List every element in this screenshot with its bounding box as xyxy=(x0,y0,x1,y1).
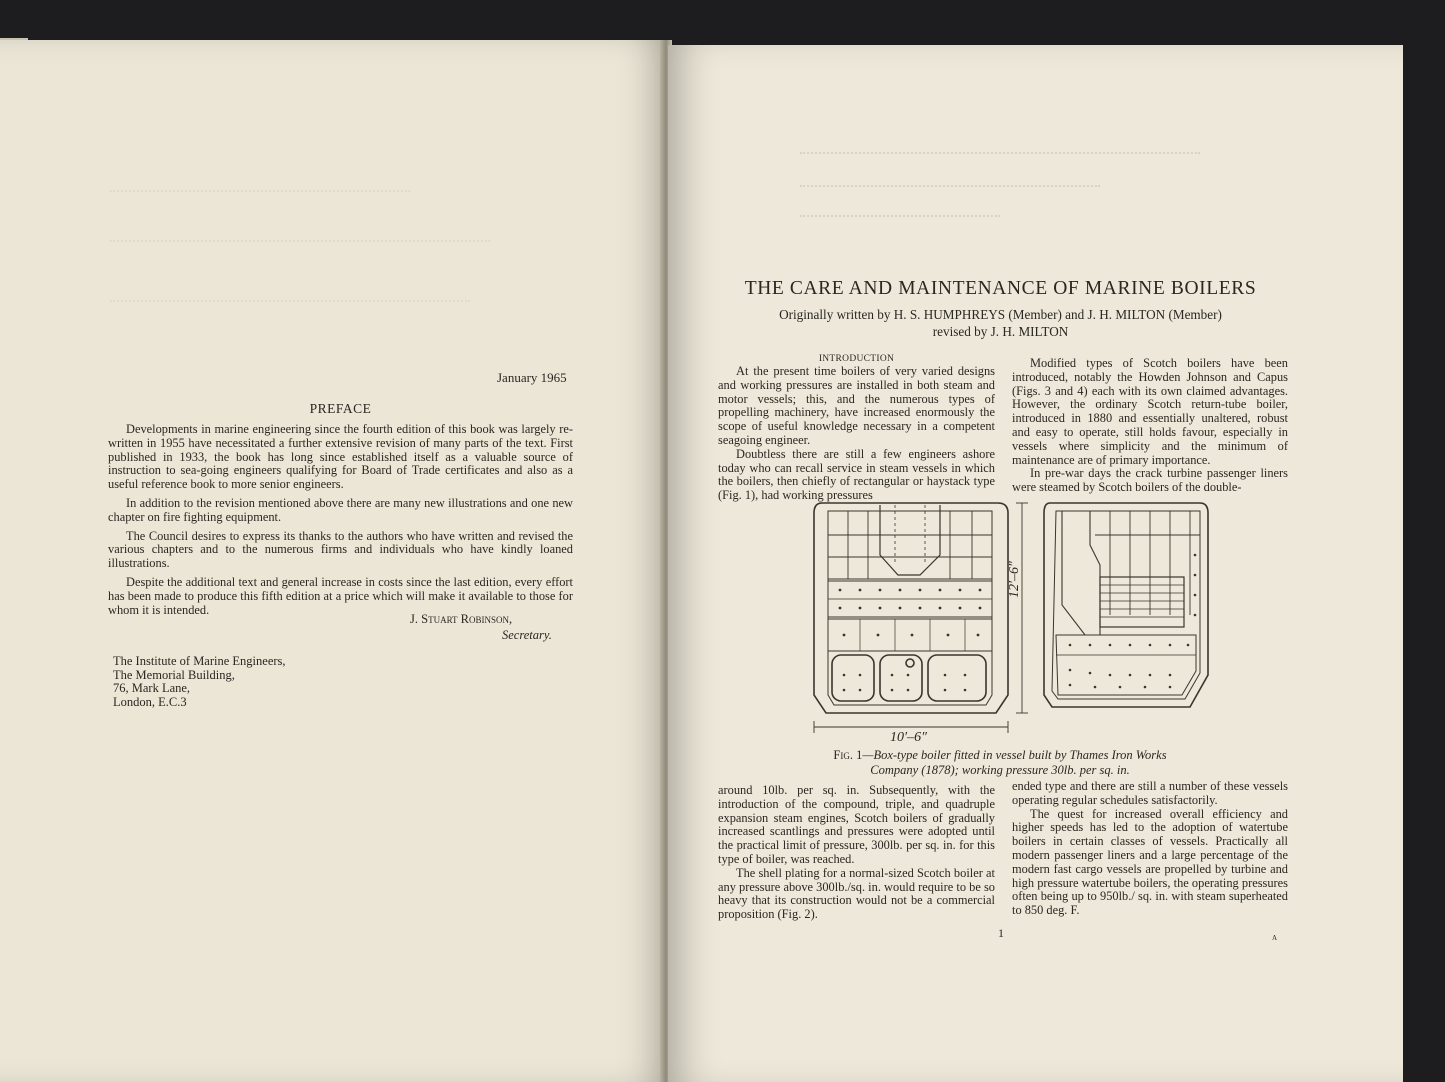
column-left-bottom xyxy=(718,784,995,922)
figure-width-dimension: 10′–6″ xyxy=(890,730,927,745)
show-through-line xyxy=(110,300,470,312)
body-paragraph: The quest for increased overall efficiency and higher speeds has led to the adoption of watertube boilers in certain classes of vessels. Practically all modern passenger liners and a large percentage of the modern fast cargo vessels are propelled by turbine and high pressure watertube boilers, the operating pressures often being up to 950lb./ sq. in. with steam superheated to 850 deg. F. xyxy=(1012,806,1288,918)
figure-caption xyxy=(760,748,1240,778)
figure-caption-label: Fig. 1 xyxy=(833,748,863,762)
body-paragraph: At the present time boilers of very varied designs and working pressures are installed in both steam and motor vessels; this, and the numerous types of propelling machinery, have increased enormously the scope of useful knowledge necessary in a competent seagoing engineer. xyxy=(718,364,995,447)
show-through-line xyxy=(800,215,1000,227)
section-heading: INTRODUCTION xyxy=(818,354,895,364)
body-paragraph: ended type and there are still a number of these vessels operating regular schedules satisfactorily. xyxy=(1012,779,1288,807)
preface-heading: PREFACE xyxy=(309,401,372,416)
address-line: 76, Mark Lane, xyxy=(113,681,191,695)
preface-paragraph: In addition to the revision mentioned above there are many new illustrations and one new chapter on fire fighting equipment. xyxy=(108,495,573,524)
page-number: 1 xyxy=(998,926,1004,940)
body-paragraph: around 10lb. per sq. in. Subsequently, with the introduction of the compound, triple, and quadruple expansion steam engines, Scotch boilers of gradually increased scantlings and pressures were adopted until the practical limit of pressure, 300lb. per sq. in. for this type of boiler, was reached. xyxy=(718,783,995,866)
column-left-top xyxy=(718,354,995,503)
chapter-title: THE CARE AND MAINTENANCE OF MARINE BOILERS xyxy=(744,278,1257,299)
institute-address xyxy=(113,655,286,709)
preface-paragraph: The Council desires to express its thanks to the authors who have written and revised the various chapters and to the numerous firms and individuals who have kindly loaned illustrations. xyxy=(108,528,573,571)
signature-mark: A xyxy=(1272,934,1278,942)
body-paragraph: The shell plating for a normal-sized Scotch boiler at any pressure above 300lb./sq. in. would require to be so heavy that its construction would not be a commercial proposition (Fig. 2). xyxy=(718,865,995,922)
chapter-byline: Originally written by H. S. HUMPHREYS (Member) and J. H. MILTON (Member) xyxy=(779,307,1222,322)
show-through-line xyxy=(110,190,410,202)
preface-paragraph: Developments in marine engineering since the fourth edition of this book was largely re-written in 1955 have necessitated a further extensive revision of many parts of the text. First published in 1933, the book has long since established itself as a valuable source of instruction to sea-going engineers qualifying for Board of Trade certificates and also as a useful reference book to more senior engineers. xyxy=(108,422,573,492)
body-paragraph: In pre-war days the crack turbine passenger liners were steamed by Scotch boilers of the double- xyxy=(1012,466,1288,495)
preface-date: January 1965 xyxy=(497,370,567,385)
preface-body xyxy=(108,423,573,617)
box-boiler-drawing xyxy=(800,495,1220,740)
address-line: London, E.C.3 xyxy=(113,694,187,709)
address-line: The Institute of Marine Engineers, xyxy=(113,654,286,668)
show-through-line xyxy=(800,152,1200,164)
signature-title: Secretary. xyxy=(502,628,552,642)
chapter-revised-by: revised by J. H. MILTON xyxy=(932,324,1069,339)
column-right-bottom xyxy=(1012,780,1288,918)
show-through-line xyxy=(110,240,490,252)
body-paragraph: Doubtless there are still a few engineers ashore today who can recall service in steam vessels in which the boilers, then chiefly of rectangular or haystack type (Fig. 1), had working pressures xyxy=(718,446,995,503)
body-paragraph: Modified types of Scotch boilers have been introduced, notably the Howden Johnson and Capus (Figs. 3 and 4) each with its own claimed advantages. However, the ordinary Scotch return-tube boiler, introduced in 1880 and essentially unaltered, robust and easy to operate, still holds favour, especially in vessels where simplicity and the minimum of maintenance are of primary importance. xyxy=(1012,356,1288,467)
figure-height-dimension: 12′–6″ xyxy=(1007,561,1022,598)
column-right-top xyxy=(1012,357,1288,495)
signature-name: J. Stuart Robinson, xyxy=(410,612,513,626)
preface-paragraph: Despite the additional text and general increase in costs since the last edition, every effort has been made to produce this fifth edition at a price which will make it available to those for whom it is intended. xyxy=(108,574,573,617)
address-line: The Memorial Building, xyxy=(113,667,235,682)
figure-caption-line: Company (1878); working pressure 30lb. per sq. in. xyxy=(870,763,1130,777)
figure-caption-line: —Box-type boiler fitted in vessel built by Thames Iron Works xyxy=(862,748,1167,762)
show-through-line xyxy=(800,185,1100,197)
